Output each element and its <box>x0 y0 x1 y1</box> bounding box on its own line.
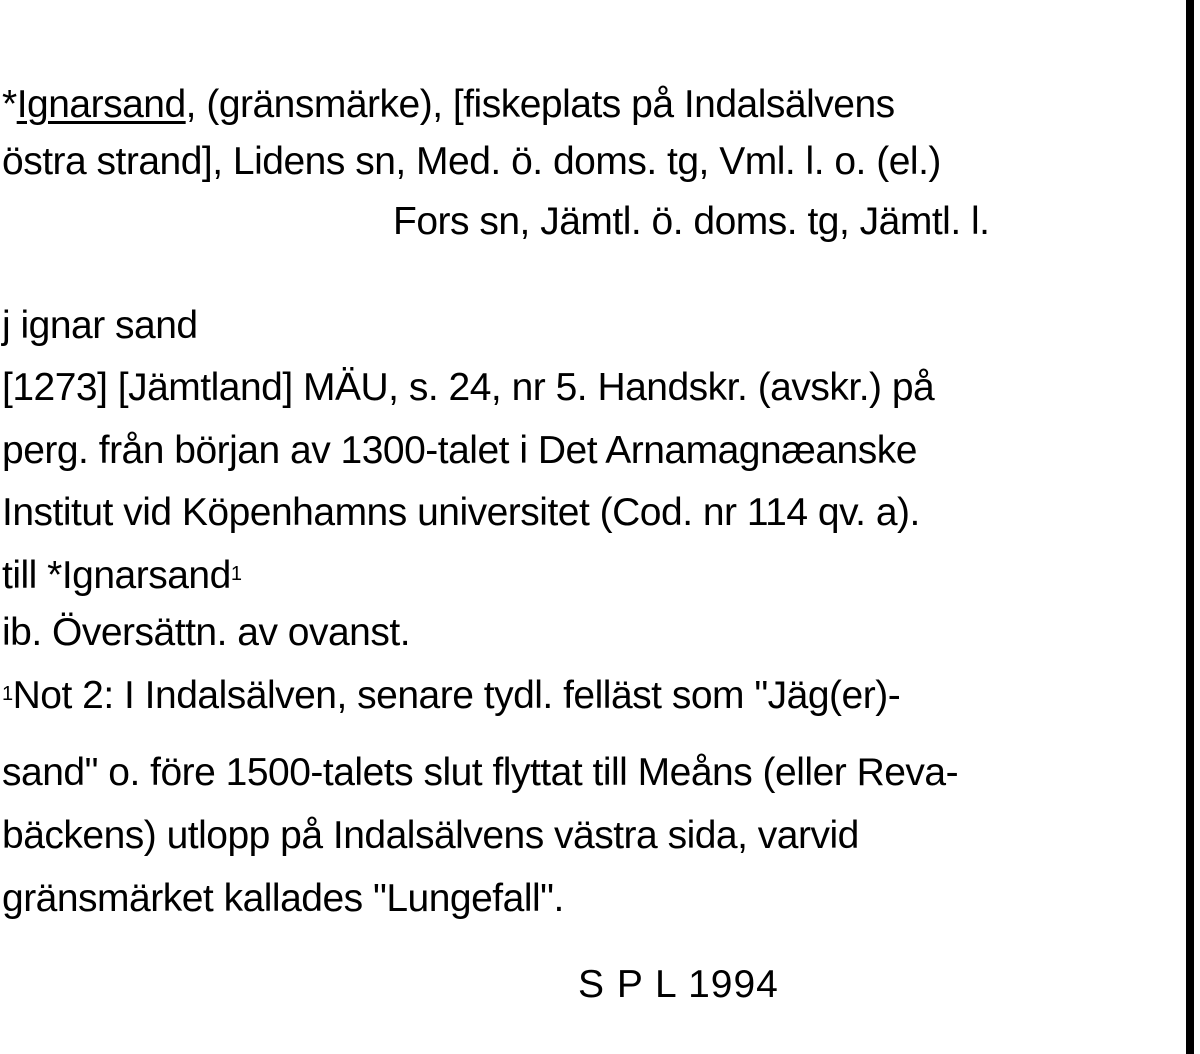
footnote-marker: 1 <box>2 683 13 705</box>
source-line-3: Institut vid Köpenhamns universitet (Cod. nr 114 qv. a). <box>2 491 920 534</box>
source-line-2: perg. från början av 1300-talet i Det Arnamagnæanske <box>2 429 917 472</box>
ib-line: ib. Översättn. av ovanst. <box>2 611 411 654</box>
footnote-line-3: bäckens) utlopp på Indalsälvens västra sida, varvid <box>2 814 859 857</box>
signature: S P L 1994 <box>578 963 779 1006</box>
source-line-1: [1273] [Jämtland] MÄU, s. 24, nr 5. Handskr. (avskr.) på <box>2 366 935 409</box>
entry-asterisk: * <box>2 83 17 126</box>
till-footnote-ref: 1 <box>230 563 242 585</box>
entry-headword: Ignarsand <box>16 83 186 126</box>
card-right-border <box>1186 0 1194 1054</box>
attestation-form: j ignar sand <box>2 304 198 347</box>
till-text: till *Ignarsand <box>2 554 231 597</box>
footnote-line-1 <box>2 673 900 719</box>
footnote-line-2: sand" o. före 1500-talets slut flyttat till Meåns (eller Reva- <box>2 751 959 794</box>
till-line <box>2 553 241 599</box>
entry-line-2: östra strand], Lidens sn, Med. ö. doms. tg, Vml. l. o. (el.) <box>2 140 941 183</box>
entry-line-3: Fors sn, Jämtl. ö. doms. tg, Jämtl. l. <box>393 200 990 243</box>
entry-heading-rest: , (gränsmärke), [fiskeplats på Indalsälvens <box>185 83 895 126</box>
footnote-line-4: gränsmärket kallades "Lungefall". <box>2 877 564 920</box>
footnote-text-1: Not 2: I Indalsälven, senare tydl. felläst som "Jäg(er)- <box>12 674 901 717</box>
entry-heading <box>2 82 895 128</box>
